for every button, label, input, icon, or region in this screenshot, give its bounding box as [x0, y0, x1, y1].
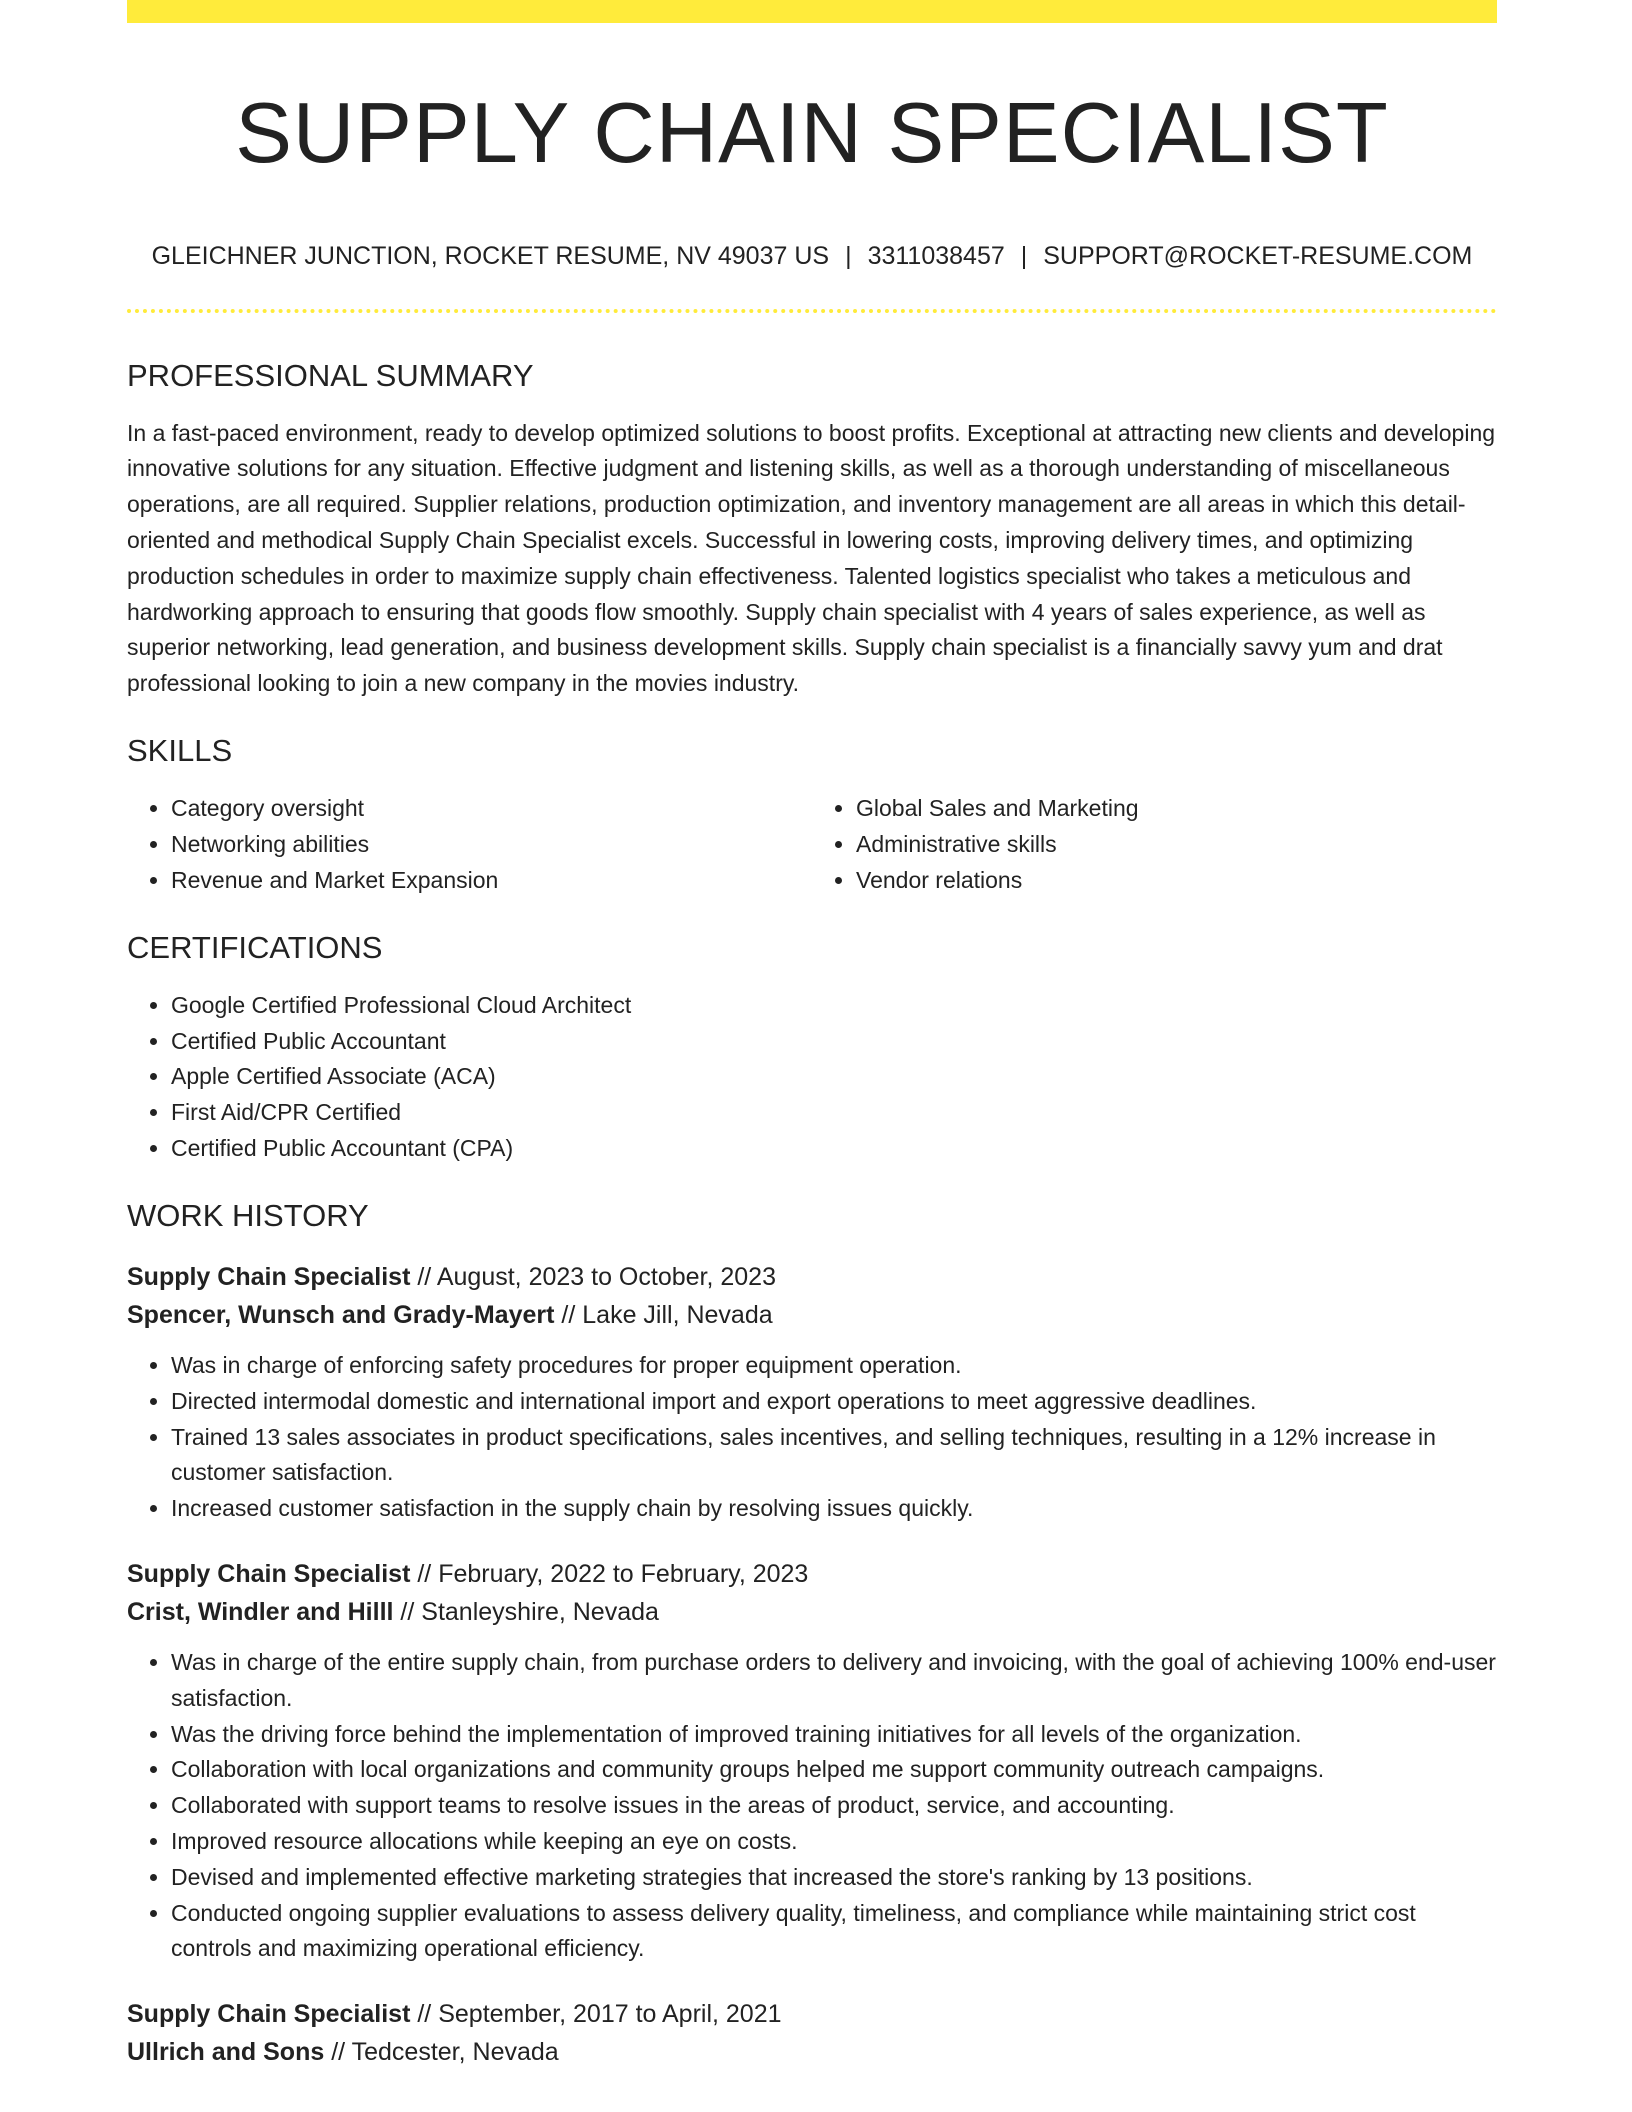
job-role: Supply Chain Specialist: [127, 1263, 411, 1291]
job-divider: //: [417, 1559, 432, 1588]
skills-list-right: [812, 791, 1497, 898]
job-company: Crist, Windler and Hilll: [127, 1597, 394, 1626]
job-company-line: [127, 1296, 1497, 1334]
job-company: Ullrich and Sons: [127, 2038, 325, 2067]
certification-item: • Google Certified Professional Cloud Architect: [171, 988, 1497, 1024]
job-dates: September, 2017 to April, 2021: [438, 2000, 782, 2029]
certification-item: • Apple Certified Associate (ACA): [171, 1059, 1497, 1095]
job-bullets: [127, 1645, 1497, 1967]
job-bullet: • Increased customer satisfaction in the supply chain by resolving issues quickly.: [171, 1491, 1497, 1527]
summary-text: In a fast-paced environment, ready to develop optimized solutions to boost profits. Exceptional at attracting new clients and developing innovative solutions for any situation. Effective judgment and listening skills, as well as a thorough understanding of miscellaneous operations, are all required. Supplier relations, production optimization, and inventory management are all areas in which this detail-oriented and methodical Supply Chain Specialist excels. Successful in lowering costs, improving delivery times, and optimizing production schedules in order to maximize supply chain effectiveness. Talented logistics specialist who takes a meticulous and hardworking approach to ensuring that goods flow smoothly. Supply chain specialist with 4 years of sales experience, as well as superior networking, lead generation, and business development skills. Supply chain specialist is a financially savvy yum and drat professional looking to join a new company in the movies industry.: [127, 419, 1496, 697]
section-title-certifications: CERTIFICATIONS: [127, 929, 383, 965]
job-role: Supply Chain Specialist: [127, 1559, 411, 1588]
job-bullet: • Was the driving force behind the implementation of improved training initiatives for all levels of the organization.: [171, 1717, 1497, 1753]
job-dates: February, 2022 to February, 2023: [438, 1559, 809, 1588]
skill-item: • Networking abilities: [171, 827, 812, 863]
dotted-divider: [127, 309, 1497, 313]
certification-item: • Certified Public Accountant: [171, 1024, 1497, 1060]
skill-item: • Category oversight: [171, 791, 812, 827]
skills-list-left: [127, 791, 812, 898]
page-title: SUPPLY CHAIN SPECIALIST: [235, 86, 1389, 181]
job-company: Spencer, Wunsch and Grady-Mayert: [127, 1301, 555, 1329]
skill-item: • Revenue and Market Expansion: [171, 863, 812, 899]
job-divider: //: [561, 1301, 576, 1329]
job-company-line: [127, 2033, 1497, 2071]
job-bullet: • Collaborated with support teams to resolve issues in the areas of product, service, and accounting.: [171, 1788, 1497, 1824]
certifications-list: [127, 988, 1497, 1167]
certification-item: • First Aid/CPR Certified: [171, 1095, 1497, 1131]
job-divider: //: [331, 2038, 346, 2067]
job-entry: [127, 1995, 1497, 2071]
contact-email: SUPPORT@ROCKET-RESUME.COM: [1043, 241, 1473, 270]
job-bullets: [127, 1348, 1497, 1527]
job-divider: //: [417, 2000, 432, 2029]
contact-address: GLEICHNER JUNCTION, ROCKET RESUME, NV 49037 US: [151, 241, 830, 270]
job-entry: [127, 1555, 1497, 1967]
job-bullet: • Directed intermodal domestic and international import and export operations to meet aggressive deadlines.: [171, 1384, 1497, 1420]
job-location: Stanleyshire, Nevada: [421, 1597, 659, 1626]
section-title-skills: SKILLS: [127, 733, 233, 769]
job-company-line: [127, 1593, 1497, 1631]
contact-line: [127, 241, 1497, 271]
section-title-work-history: WORK HISTORY: [127, 1197, 369, 1233]
section-title-summary: PROFESSIONAL SUMMARY: [127, 357, 534, 393]
contact-phone: 3311038457: [867, 241, 1005, 270]
skills-grid: [127, 791, 1497, 898]
job-bullet: • Improved resource allocations while keeping an eye on costs.: [171, 1824, 1497, 1860]
top-accent-bar: [127, 0, 1497, 23]
job-title-line: [127, 1995, 1497, 2033]
contact-separator: |: [1020, 241, 1028, 270]
job-dates: August, 2023 to October, 2023: [436, 1263, 776, 1291]
job-bullet: • Was in charge of enforcing safety procedures for proper equipment operation.: [171, 1348, 1497, 1384]
job-location: Tedcester, Nevada: [351, 2038, 559, 2067]
job-divider: //: [400, 1597, 415, 1626]
job-bullet: • Was in charge of the entire supply chain, from purchase orders to delivery and invoicing, with the goal of achieving 100% end-user satisfaction.: [171, 1645, 1497, 1717]
skill-item: • Vendor relations: [856, 863, 1497, 899]
skill-item: • Global Sales and Marketing: [856, 791, 1497, 827]
job-title-line: [127, 1258, 1497, 1296]
job-title-line: [127, 1555, 1497, 1593]
contact-separator: |: [845, 241, 852, 270]
skill-item: • Administrative skills: [856, 827, 1497, 863]
job-location: Lake Jill, Nevada: [582, 1301, 773, 1329]
job-role: Supply Chain Specialist: [127, 2000, 411, 2029]
job-bullet: • Devised and implemented effective marketing strategies that increased the store's ranking by 13 positions.: [171, 1860, 1497, 1896]
job-bullet: • Conducted ongoing supplier evaluations to assess delivery quality, timeliness, and compliance while maintaining strict cost controls and maximizing operational efficiency.: [171, 1896, 1497, 1968]
resume-page: [127, 0, 1497, 2071]
job-bullet: • Collaboration with local organizations and community groups helped me support community outreach campaigns.: [171, 1752, 1497, 1788]
job-entry: [127, 1258, 1497, 1527]
certification-item: • Certified Public Accountant (CPA): [171, 1131, 1497, 1167]
job-divider: //: [417, 1263, 432, 1291]
job-bullet: • Trained 13 sales associates in product specifications, sales incentives, and selling techniques, resulting in a 12% increase in customer satisfaction.: [171, 1420, 1497, 1492]
